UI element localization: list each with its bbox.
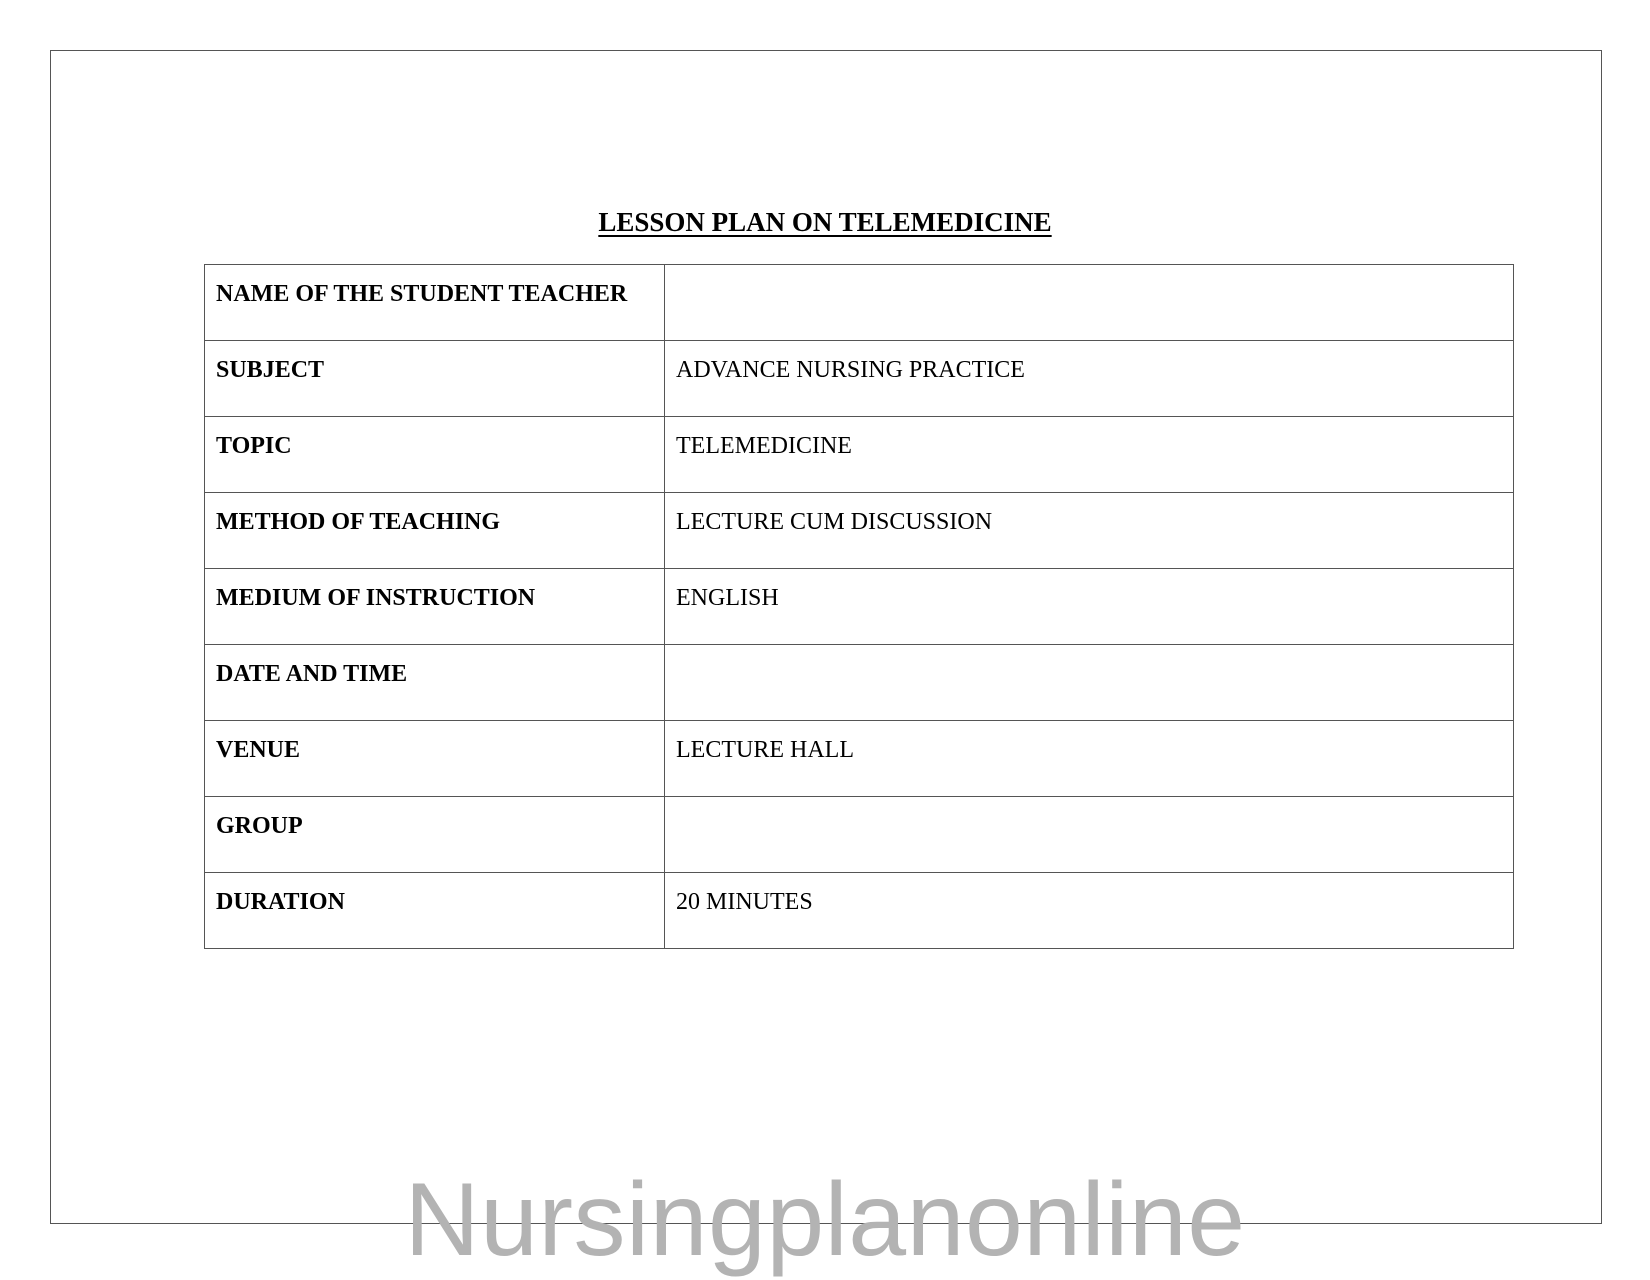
row-label-cell <box>205 493 665 569</box>
row-value: 20 MINUTES <box>676 889 813 915</box>
table-row <box>205 417 1514 493</box>
row-value <box>676 645 1502 660</box>
table-row <box>205 645 1514 721</box>
table-row <box>205 341 1514 417</box>
row-value: LECTURE HALL <box>676 737 854 763</box>
row-label-cell <box>205 645 665 721</box>
row-value-cell <box>665 341 1514 417</box>
row-label: SUBJECT <box>216 357 325 383</box>
row-value: LECTURE CUM DISCUSSION <box>676 509 993 535</box>
row-value-cell <box>665 721 1514 797</box>
row-label: TOPIC <box>216 433 292 459</box>
row-value-cell <box>665 873 1514 949</box>
table-row <box>205 569 1514 645</box>
row-label-cell <box>205 721 665 797</box>
row-label: VENUE <box>216 737 301 763</box>
row-label: MEDIUM OF INSTRUCTION <box>216 585 536 611</box>
page-title <box>0 205 1650 239</box>
row-label: METHOD OF TEACHING <box>216 509 501 535</box>
row-value-cell <box>665 493 1514 569</box>
page-title-text: LESSON PLAN ON TELEMEDICINE <box>598 207 1052 237</box>
row-value-cell <box>665 417 1514 493</box>
row-label: DATE AND TIME <box>216 661 408 687</box>
row-label: NAME OF THE STUDENT TEACHER <box>216 281 628 307</box>
watermark-text: Nursingplanonline <box>404 1162 1246 1278</box>
row-value-cell <box>665 569 1514 645</box>
row-label-cell <box>205 873 665 949</box>
row-value-cell <box>665 797 1514 873</box>
row-value: ENGLISH <box>676 585 779 611</box>
row-value-cell <box>665 645 1514 721</box>
row-value <box>676 797 1502 812</box>
row-value: ADVANCE NURSING PRACTICE <box>676 357 1025 383</box>
row-value-cell <box>665 265 1514 341</box>
row-label-cell <box>205 569 665 645</box>
row-value: TELEMEDICINE <box>676 433 852 459</box>
row-label: DURATION <box>216 889 345 915</box>
table-row <box>205 721 1514 797</box>
row-label-cell <box>205 417 665 493</box>
row-label-cell <box>205 265 665 341</box>
row-label-cell <box>205 797 665 873</box>
lesson-info-table <box>204 264 1514 949</box>
table-row <box>205 873 1514 949</box>
table-row <box>205 797 1514 873</box>
row-label: GROUP <box>216 813 303 839</box>
row-value <box>676 265 1502 280</box>
row-label-cell <box>205 341 665 417</box>
table-row <box>205 493 1514 569</box>
table-row <box>205 265 1514 341</box>
